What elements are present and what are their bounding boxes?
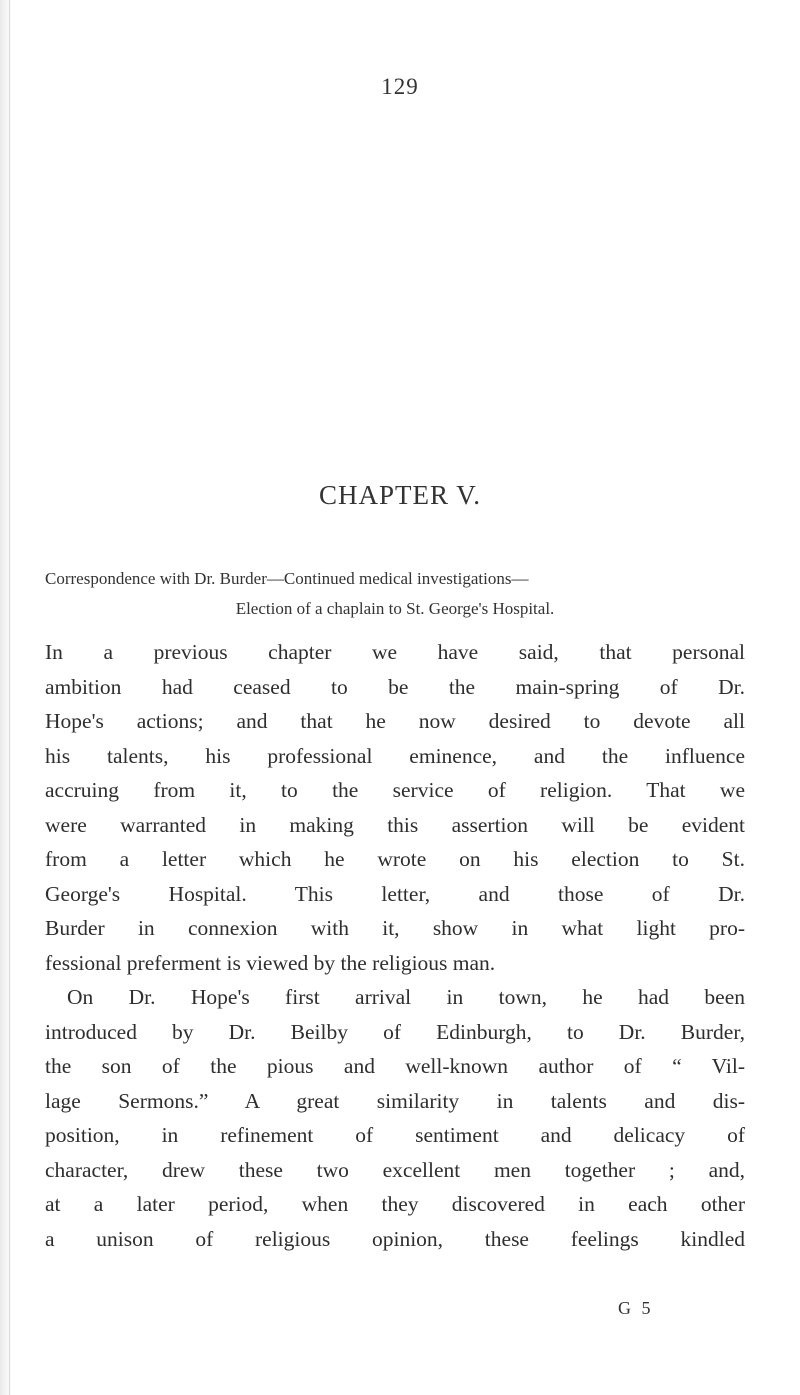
body-text: [45, 635, 745, 1256]
summary-line: Election of a chaplain to St. George's Hospital.: [235, 599, 555, 618]
body-line: accruing from it, to the service of religion. That we: [45, 778, 745, 802]
body-line: lage Sermons.” A great similarity in talents and dis-: [45, 1088, 745, 1113]
body-line: George's Hospital. This letter, and those of Dr.: [45, 881, 745, 906]
body-line: introduced by Dr. Beilby of Edinburgh, to Dr. Burder,: [45, 1019, 745, 1044]
body-line: position, in refinement of sentiment and delicacy of: [45, 1123, 745, 1147]
body-line: at a later period, when they discovered in each other: [45, 1192, 745, 1216]
body-line: fessional preferment is viewed by the religious man.: [45, 950, 496, 975]
body-line: were warranted in making this assertion will be evident: [45, 812, 745, 837]
body-line: Burder in connexion with it, show in what light pro-: [45, 916, 745, 940]
body-line: a unison of religious opinion, these feelings kindled: [45, 1226, 745, 1251]
body-line: ambition had ceased to be the main-spring of Dr.: [45, 674, 745, 699]
summary-line: Correspondence with Dr. Burder—Continued medical investigations—: [45, 569, 529, 588]
body-line: his talents, his professional eminence, and the influence: [45, 743, 745, 768]
page-spine-line: [9, 0, 10, 1395]
body-line: character, drew these two excellent men together ; and,: [45, 1157, 745, 1182]
body-line: On Dr. Hope's first arrival in town, he had been: [67, 985, 745, 1009]
body-line: from a letter which he wrote on his election to St.: [45, 847, 745, 871]
body-line: In a previous chapter we have said, that personal: [45, 640, 745, 664]
chapter-summary: [45, 564, 745, 624]
body-line: Hope's actions; and that he now desired to devote all: [45, 709, 745, 733]
page-spine-shadow: [0, 0, 12, 1395]
chapter-title: CHAPTER V.: [318, 480, 482, 510]
signature-mark: G 5: [618, 1298, 654, 1318]
body-line: the son of the pious and well-known author of “ Vil-: [45, 1054, 745, 1078]
page-number: 129: [381, 74, 419, 99]
